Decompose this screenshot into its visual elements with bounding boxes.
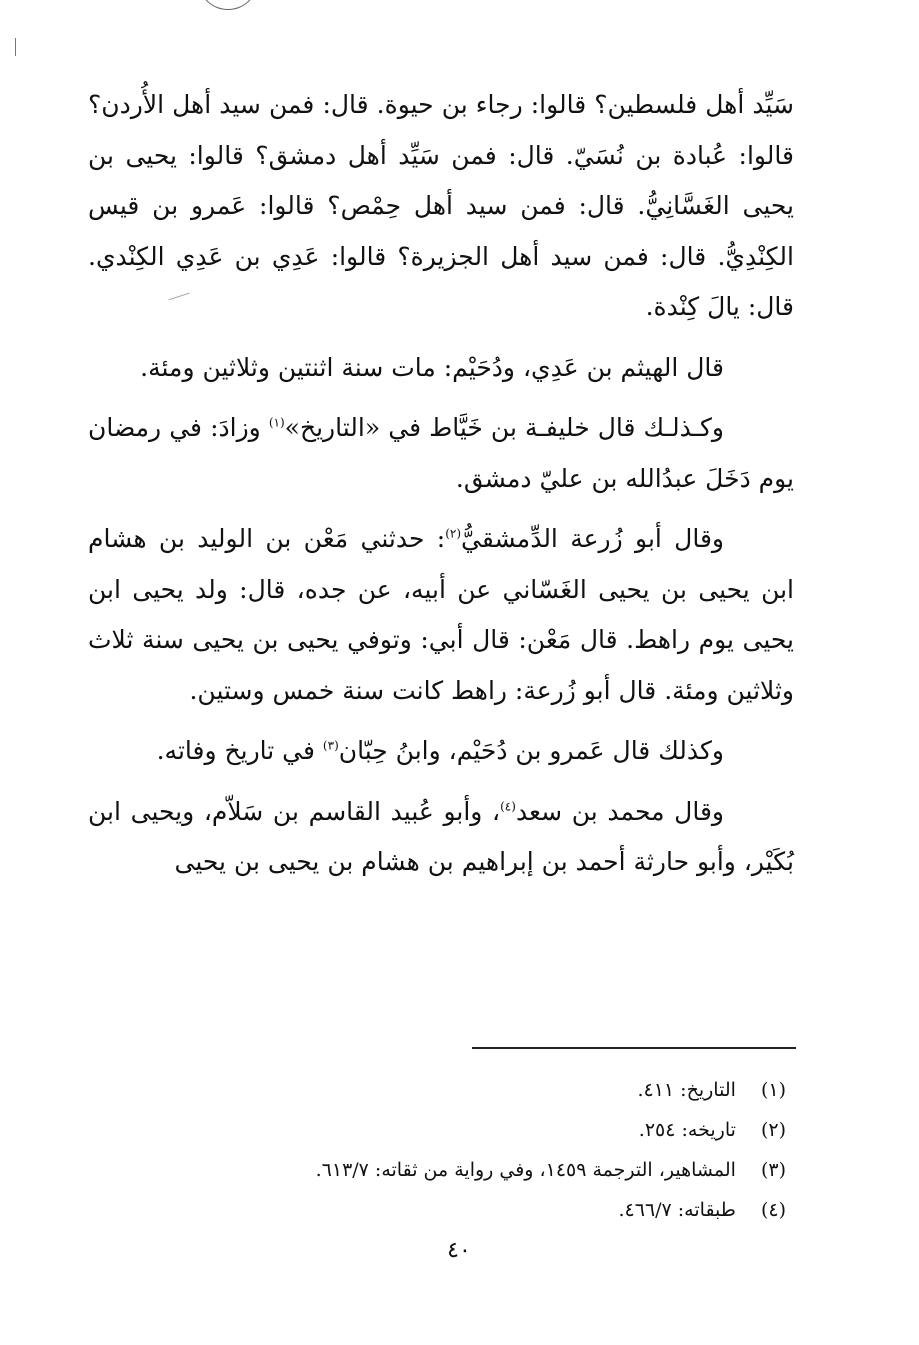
footnote-ref-1[interactable]: (١) bbox=[268, 415, 285, 430]
paragraph-5 bbox=[88, 726, 794, 777]
paragraph-3 bbox=[88, 403, 794, 504]
footnote-text: التاريخ: ٤١١. bbox=[637, 1079, 736, 1101]
footnote-separator bbox=[472, 1047, 796, 1049]
footnote-text: تاريخه: ٢٥٤. bbox=[638, 1119, 736, 1141]
main-text bbox=[88, 80, 794, 888]
footnote-3 bbox=[180, 1150, 786, 1190]
footnote-ref-3[interactable]: (٣) bbox=[322, 738, 339, 753]
paragraph-3-text-end: وزادَ: في رمضان يوم دَخَلَ عبدُالله بن عليّ دمشق. bbox=[88, 413, 794, 493]
paragraph-6 bbox=[88, 787, 794, 888]
paragraph-5-text-end: في تاريخ وفاته. bbox=[156, 736, 323, 765]
paragraph-6-text-end: ، وأبو عُبيد القاسم بن سَلاّم، ويحيى ابن بُكَيْر، وأبو حارثة أحمد بن إبراهيم بن هشام بن يحيى بن يحيى bbox=[88, 796, 794, 876]
paragraph-4-text-start: وقال أبو زُرعة الدِّمشقيُّ bbox=[461, 524, 724, 553]
paragraph-6-text-start: وقال محمد بن سعد bbox=[515, 796, 724, 826]
footnote-number: (٣) bbox=[760, 1159, 786, 1181]
paragraph-5-text-start: وكذلك قال عَمرو بن دُحَيْم، وابنُ حِبّان bbox=[338, 736, 724, 765]
footnote-number: (١) bbox=[760, 1079, 786, 1101]
footnotes-list bbox=[180, 1070, 786, 1230]
paragraph-1: سَيِّد أهل فلسطين؟ قالوا: رجاء بن حيوة. قال: فمن سيد أهل الأُردن؟ قالوا: عُبادة بن نُسَيّ. قال: فمن سَيِّد أهل دمشق؟ قالوا: يحيى بن يحيى الغَسَّانِيُّ. قال: فمن سيد أهل حِمْص؟ قالوا: عَمرو بن قيس الكِنْدِيُّ. قال: فمن سيد أهل الجزيرة؟ قالوا: عَدِي بن عَدِي الكِنْدي. قال: يالَ كِنْدة. bbox=[88, 90, 794, 321]
paragraph-4 bbox=[88, 514, 794, 716]
paragraph-2: قال الهيثم بن عَدِي، ودُحَيْم: مات سنة اثنتين وثلاثين ومئة. bbox=[140, 352, 724, 382]
paragraph-4-text-end: : حدثني مَعْن بن الوليد بن هشام ابن يحيى بن يحيى الغَسّاني عن أبيه، عن جده، قال: ولد يحيى ابن يحيى يوم راهط. قال مَعْن: قال أبي: وتوفي يحيى بن يحيى سنة ثلاث وثلاثين ومئة. قال أبو زُرعة: راهط كانت سنة خمس وستين. bbox=[88, 524, 794, 705]
page-number: ٤٠ bbox=[447, 1238, 471, 1263]
footnote-ref-4[interactable]: (٤) bbox=[500, 799, 516, 814]
footnote-number: (٤) bbox=[760, 1199, 786, 1221]
footnote-2 bbox=[180, 1110, 786, 1150]
footnote-4 bbox=[180, 1190, 786, 1230]
footnote-text: المشاهير، الترجمة ١٤٥٩، وفي رواية من ثقاته: ٦١٣/٧. bbox=[315, 1159, 736, 1181]
scan-edge-mark bbox=[15, 38, 16, 56]
paragraph-3-text-start: وكـذلـك قال خليفـة بن خَيَّاط في «التاريخ» bbox=[284, 413, 724, 442]
scan-edge-arc bbox=[200, 0, 256, 10]
footnote-1 bbox=[180, 1070, 786, 1110]
footnote-text: طبقاته: ٤٦٦/٧. bbox=[618, 1199, 736, 1221]
footnote-number: (٢) bbox=[760, 1119, 786, 1141]
footnote-ref-2[interactable]: (٢) bbox=[445, 526, 462, 541]
